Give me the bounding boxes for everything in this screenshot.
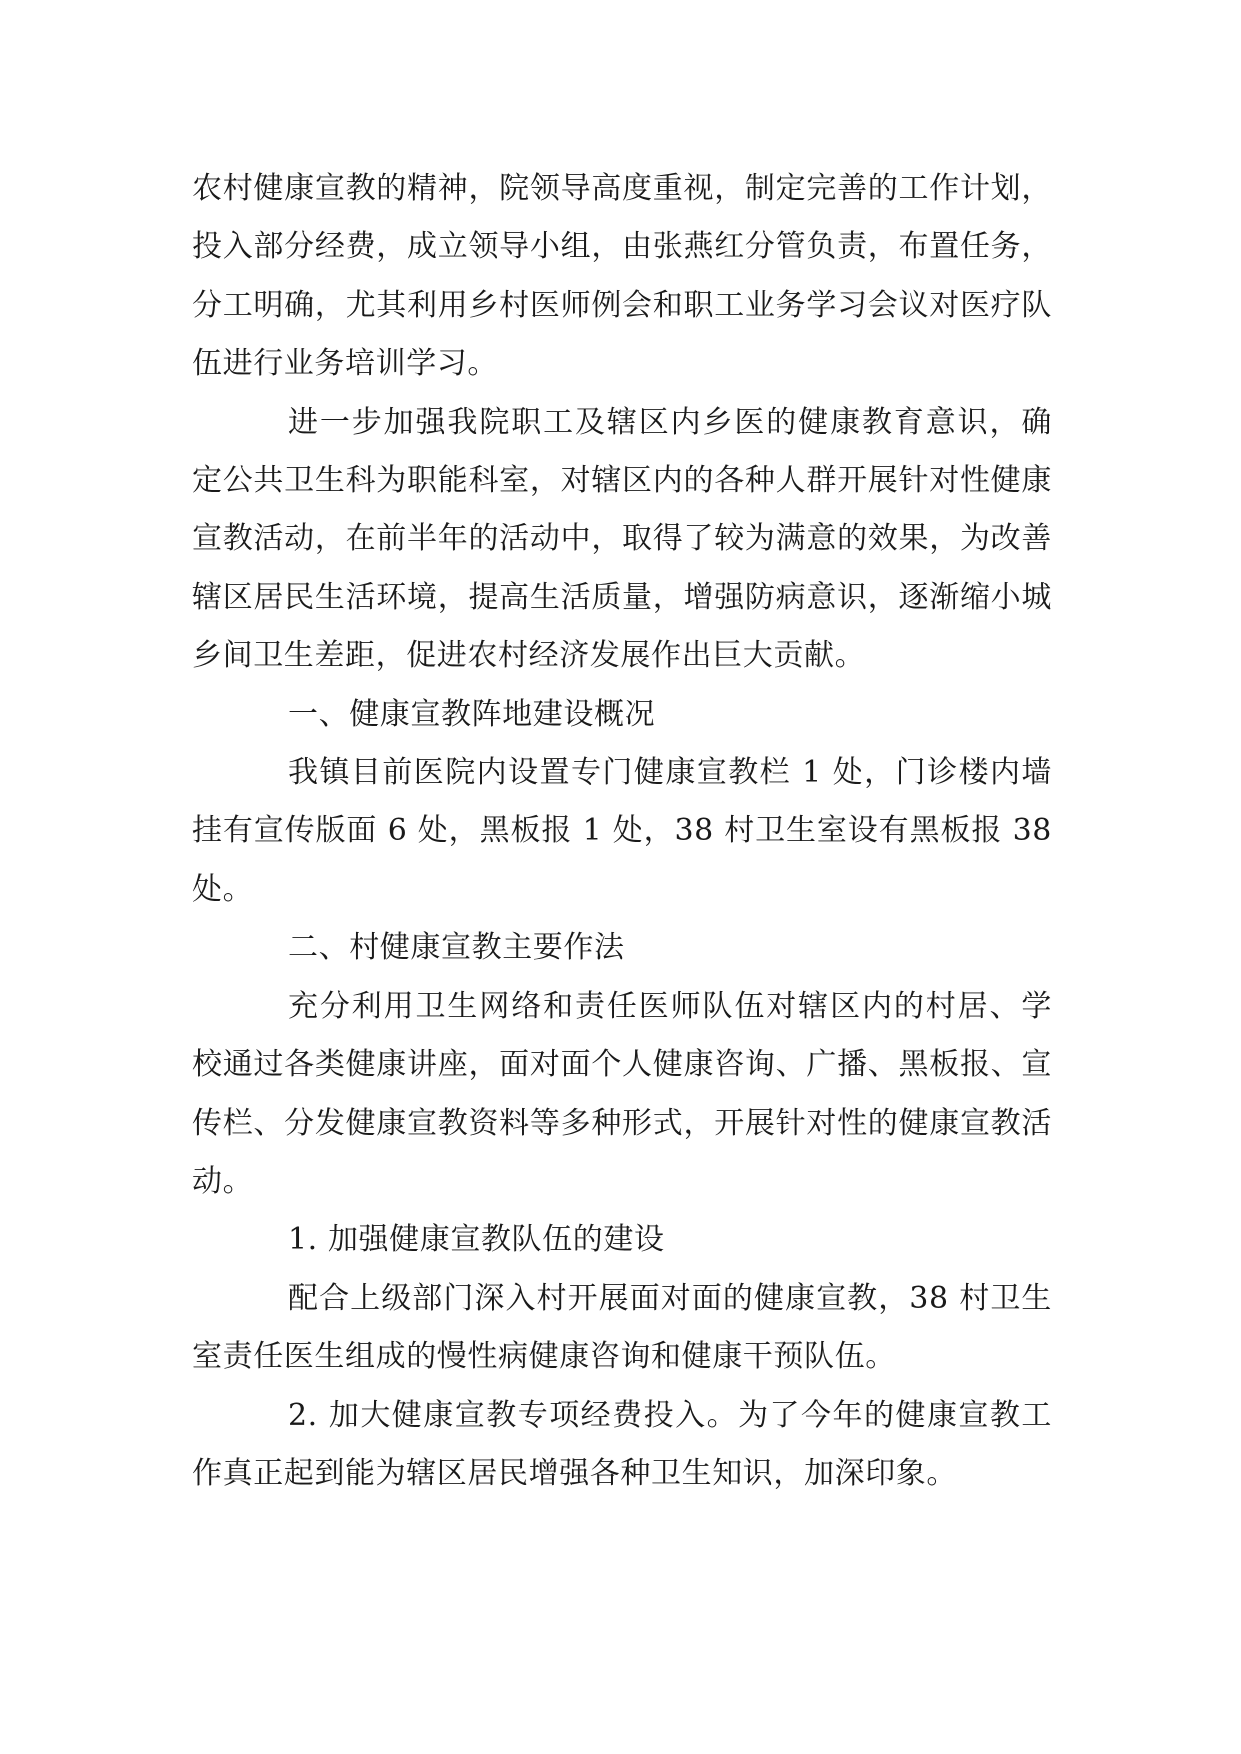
paragraph-methods: 充分利用卫生网络和责任医师队伍对辖区内的村居、学校通过各类健康讲座，面对面个人健康咨询、广播、黑板报、宣传栏、分发健康宣教资料等多种形式，开展针对性的健康宣教活动。 (192, 988, 1052, 1199)
section-heading-2: 二、村健康宣教主要作法 (288, 930, 625, 966)
paragraph-facilities: 我镇目前医院内设置专门健康宣教栏 1 处，门诊楼内墙挂有宣传版面 6 处，黑板报 1 处，38 村卫生室设有黑板报 38 处。 (192, 755, 1052, 907)
paragraph-intro-continued: 农村健康宣教的精神，院领导高度重视，制定完善的工作计划，投入部分经费，成立领导小组，由张燕红分管负责，布置任务，分工明确，尤其利用乡村医师例会和职工业务学习会议对医疗队伍进行业务培训学习。 (192, 171, 1052, 382)
document-body (192, 160, 1052, 1503)
paragraph-funding: 2. 加大健康宣教专项经费投入。为了今年的健康宣教工作真正起到能为辖区居民增强各种卫生知识，加深印象。 (192, 1397, 1052, 1491)
paragraph-health-awareness: 进一步加强我院职工及辖区内乡医的健康教育意识，确定公共卫生科为职能科室，对辖区内的各种人群开展针对性健康宣教活动，在前半年的活动中，取得了较为满意的效果，为改善辖区居民生活环境，提高生活质量，增强防病意识，逐渐缩小城乡间卫生差距，促进农村经济发展作出巨大贡献。 (192, 404, 1052, 674)
section-heading-1: 一、健康宣教阵地建设概况 (288, 696, 656, 732)
paragraph-team: 配合上级部门深入村开展面对面的健康宣教，38 村卫生室责任医生组成的慢性病健康咨询和健康干预队伍。 (192, 1280, 1052, 1375)
subheading-1: 1. 加强健康宣教队伍的建设 (288, 1222, 665, 1258)
